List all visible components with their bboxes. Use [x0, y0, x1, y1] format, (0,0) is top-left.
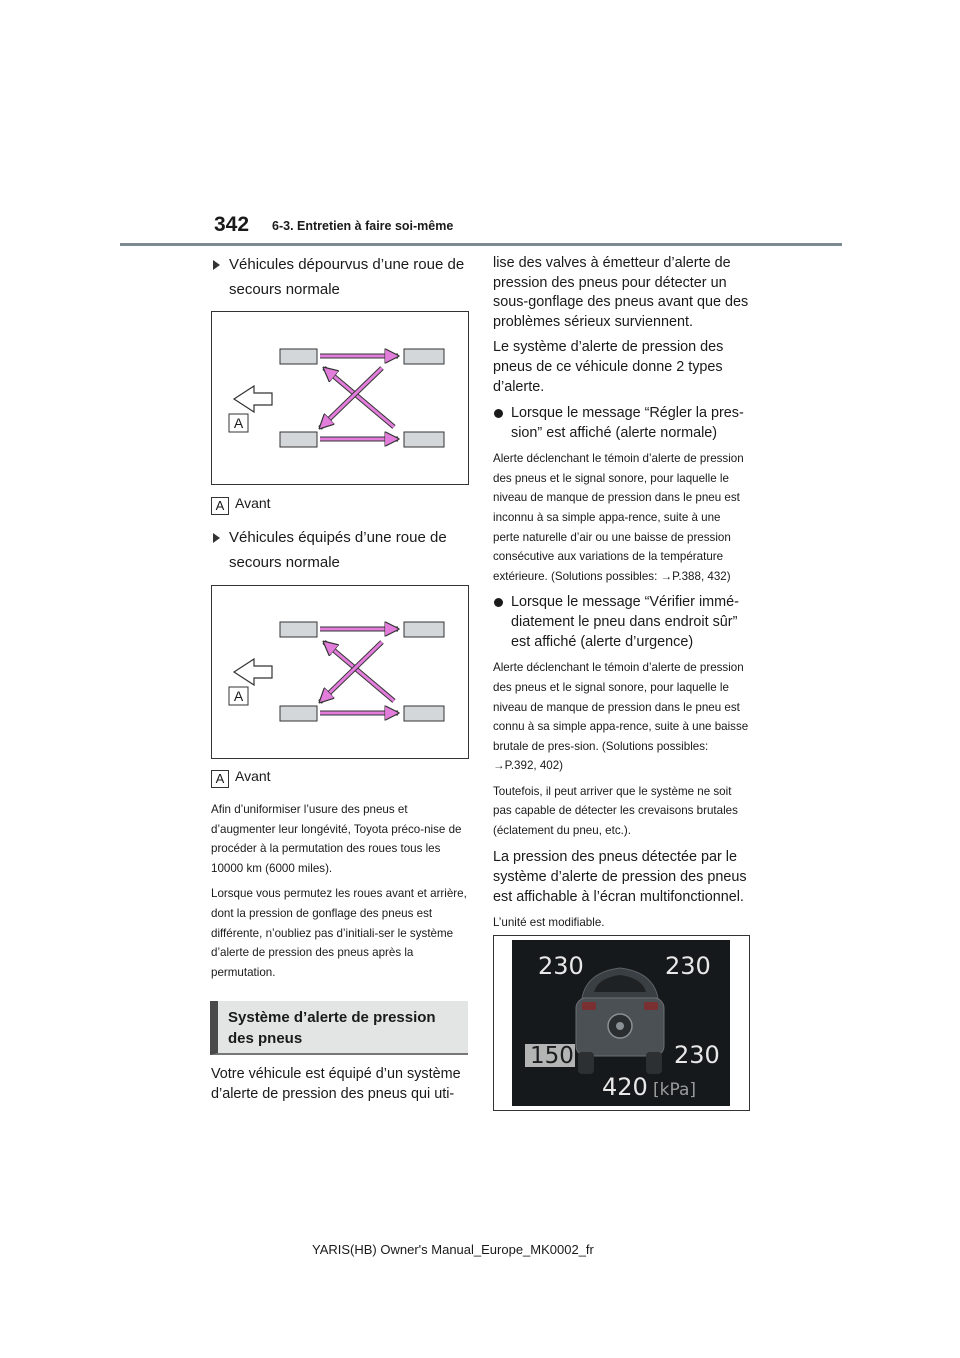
legend-badge: A	[211, 497, 229, 515]
header-divider	[120, 243, 842, 246]
rotation-diagram-with-spare	[211, 585, 469, 759]
front-left-pressure: 230	[538, 952, 584, 980]
display-paragraph: La pression des pneus détectée par le système d’alerte de pression des pneus est affichable à l’écran multifonctionnel.	[493, 848, 747, 905]
normal-alert-text: Alerte déclenchant le témoin d’alerte de pression des pneus et le signal sonore, pour laquelle le niveau de manque de pression dans le pneu est inconnu à sa simple appa-rence, suite à une perte naturelle d’air ou une baisse de pression consécutive aux variations de la température extérieure. (Solutions possibles: →P.388, 432)	[493, 452, 744, 583]
diagonal-arrow-down-icon	[320, 368, 382, 428]
normal-alert-bullet: Lorsque le message “Régler la pres-sion” est affiché (alerte normale)	[493, 403, 749, 443]
intro-paragraph-wrap	[211, 1064, 469, 1110]
spare-pressure: 420	[602, 1073, 648, 1101]
diagram-label: A	[233, 415, 244, 431]
urgent-alert-bullet: Lorsque le message “Vérifier immé-diatement le pneu dans endroit sûr” est affiché (alerte d’urgence)	[493, 592, 749, 652]
legend-badge: A	[211, 770, 229, 788]
diagonal-arrow-down-icon	[320, 642, 382, 702]
rotation-diagram-no-spare	[211, 311, 469, 485]
triangle-bullet-icon	[213, 533, 220, 543]
system-paragraph: lise des valves à émetteur d’alerte de pression des pneus pour détecter un sous-gonflage des pneus avant que des problèmes sérieux surviennent.	[493, 255, 749, 330]
section-title: 6-3. Entretien à faire soi-même	[272, 219, 454, 233]
rear-left-tire-icon	[280, 432, 317, 447]
section-heading: Système d’alerte de pression des pneus	[210, 1001, 468, 1055]
rear-right-tire-icon	[404, 706, 444, 721]
reset-paragraph: Lorsque vous permutez les roues avant et arrière, dont la pression de gonflage des pneus est différente, n’oubliez pas d’initiali-ser le système d’alerte de pression des pneus après la permutation.	[211, 887, 467, 979]
rear-left-pressure: 150	[530, 1043, 574, 1069]
front-left-tire-icon	[280, 622, 317, 637]
alert-types-paragraph: Le système d’alerte de pression des pneus de ce véhicule donne 2 types d’alerte.	[493, 339, 724, 395]
diagram-label: A	[233, 688, 244, 704]
car-rear-icon	[576, 968, 664, 1074]
multi-information-display	[512, 940, 730, 1106]
dot-bullet-icon	[494, 409, 503, 418]
rotation-diagram-svg	[212, 586, 468, 758]
legend-front: A Avant	[211, 768, 271, 788]
diagonal-arrow-up-icon	[324, 642, 394, 701]
triangle-bullet-icon	[213, 260, 220, 270]
rear-right-tire-icon	[404, 432, 444, 447]
pressure-display-svg	[512, 940, 730, 1106]
front-right-pressure: 230	[665, 952, 711, 980]
pressure-display-frame	[493, 935, 750, 1111]
right-column	[493, 254, 749, 938]
legend-front: A Avant	[211, 495, 271, 515]
urgent-alert-text: Alerte déclenchant le témoin d’alerte de pression des pneus et le signal sonore, pour laquelle le niveau de manque de pression dans le pneu est connu à sa simple appa-rence, suite à une baisse brutale de pres-sion. (Solutions possibles: →P.392, 402)	[493, 661, 749, 773]
front-right-tire-icon	[404, 349, 444, 364]
diagonal-arrow-up-icon	[324, 368, 394, 427]
unit-paragraph: L’unité est modifiable.	[493, 915, 605, 929]
rear-left-tire-icon	[280, 706, 317, 721]
limitation-paragraph: Toutefois, il peut arriver que le système ne soit pas capable de détecter les crevaisons brutales (éclatement du pneu, etc.).	[493, 784, 738, 838]
front-right-tire-icon	[404, 622, 444, 637]
bullet-no-spare: Véhicules dépourvus d’une roue de secours normale	[213, 252, 468, 302]
footer-manual-id: YARIS(HB) Owner's Manual_Europe_MK0002_fr	[312, 1242, 594, 1257]
intro-paragraph: Votre véhicule est équipé d’un système d’alerte de pression des pneus qui uti-	[211, 1066, 461, 1102]
bullet-with-spare: Véhicules équipés d’une roue de secours normale	[213, 525, 468, 575]
front-direction-arrow-icon	[234, 659, 272, 685]
rear-right-pressure: 230	[674, 1041, 720, 1069]
front-left-tire-icon	[280, 349, 317, 364]
rotation-paragraph: Afin d’uniformiser l’usure des pneus et d’augmenter leur longévité, Toyota préco-nise de procéder à la permutation des roues tous les 10000 km (6000 miles).	[211, 803, 462, 875]
dot-bullet-icon	[494, 598, 503, 607]
rotation-diagram-svg	[212, 312, 468, 484]
front-direction-arrow-icon	[234, 386, 272, 412]
pressure-unit: [kPa]	[653, 1080, 697, 1100]
page-number: 342	[214, 213, 250, 236]
left-paragraphs	[211, 800, 469, 988]
